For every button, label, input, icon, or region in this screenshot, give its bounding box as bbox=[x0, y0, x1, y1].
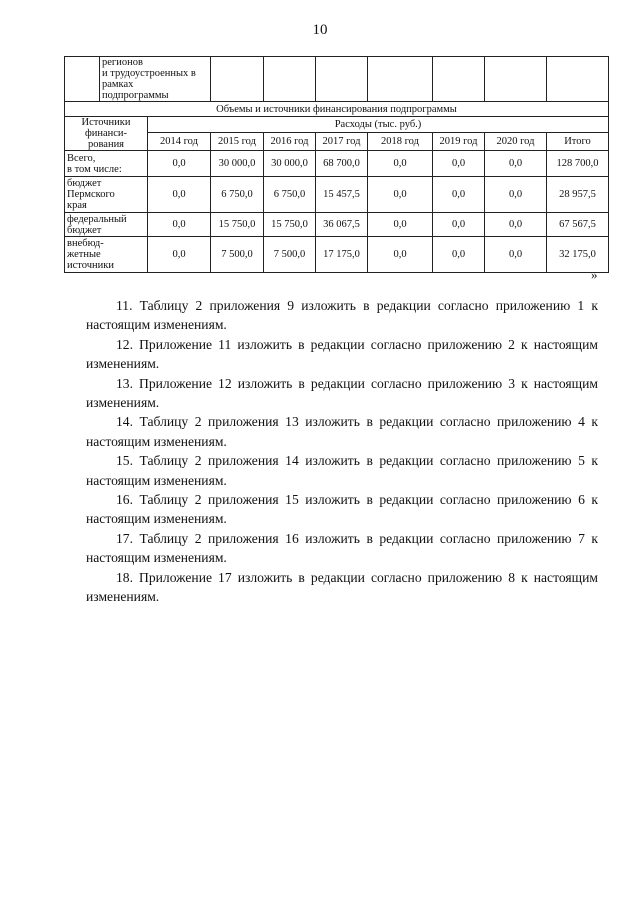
value-cell: 0,0 bbox=[433, 177, 485, 213]
value-cell: 0,0 bbox=[148, 213, 211, 237]
value-cell: 0,0 bbox=[433, 237, 485, 273]
total-cell: 128 700,0 bbox=[547, 151, 609, 177]
value-cell: 6 750,0 bbox=[211, 177, 264, 213]
expenses-header: Расходы (тыс. руб.) bbox=[148, 117, 609, 133]
top-row-cell bbox=[264, 57, 316, 102]
body-text bbox=[86, 296, 598, 607]
year-header: 2015 год bbox=[211, 132, 264, 150]
row-label: Всего, в том числе: bbox=[65, 151, 148, 177]
value-cell: 68 700,0 bbox=[316, 151, 368, 177]
table-row bbox=[65, 151, 609, 177]
section-title-row bbox=[65, 102, 609, 117]
header-row-1 bbox=[65, 117, 609, 133]
value-cell: 0,0 bbox=[368, 237, 433, 273]
top-row-line: подпрограммы bbox=[102, 90, 169, 101]
source-header: Источники финанси- рования bbox=[65, 117, 148, 151]
paragraph: 16. Таблицу 2 приложения 15 изложить в редакции согласно приложению 6 к настоящим изменениям. bbox=[86, 492, 598, 527]
value-cell: 0,0 bbox=[485, 151, 547, 177]
year-header: 2019 год bbox=[433, 132, 485, 150]
paragraph: 12. Приложение 11 изложить в редакции согласно приложению 2 к настоящим изменениям. bbox=[86, 336, 598, 372]
row-label: федеральный бюджет bbox=[65, 213, 148, 237]
top-row-line: регионов bbox=[102, 57, 143, 68]
value-cell: 17 175,0 bbox=[316, 237, 368, 273]
value-cell: 0,0 bbox=[148, 177, 211, 213]
value-cell: 0,0 bbox=[485, 177, 547, 213]
total-cell: 28 957,5 bbox=[547, 177, 609, 213]
year-header: 2016 год bbox=[264, 132, 316, 150]
value-cell: 30 000,0 bbox=[264, 151, 316, 177]
value-cell: 0,0 bbox=[148, 237, 211, 273]
table-row bbox=[65, 237, 609, 273]
year-header: 2017 год bbox=[316, 132, 368, 150]
top-row-cell bbox=[211, 57, 264, 102]
value-cell: 36 067,5 bbox=[316, 213, 368, 237]
paragraph: 13. Приложение 12 изложить в редакции согласно приложению 3 к настоящим изменениям. bbox=[86, 375, 598, 411]
table-row bbox=[65, 177, 609, 213]
paragraph: 14. Таблицу 2 приложения 13 изложить в редакции согласно приложению 4 к настоящим изменениям. bbox=[86, 414, 598, 449]
top-row-cell bbox=[485, 57, 547, 102]
table-row bbox=[65, 213, 609, 237]
value-cell: 30 000,0 bbox=[211, 151, 264, 177]
paragraph: 17. Таблицу 2 приложения 16 изложить в редакции согласно приложению 7 к настоящим изменениям. bbox=[86, 530, 598, 566]
top-row-cell bbox=[316, 57, 368, 102]
value-cell: 0,0 bbox=[433, 151, 485, 177]
year-header: 2020 год bbox=[485, 132, 547, 150]
top-row-cell bbox=[547, 57, 609, 102]
row-label: внебюд- жетные источники bbox=[65, 237, 148, 273]
value-cell: 15 457,5 bbox=[316, 177, 368, 213]
value-cell: 0,0 bbox=[368, 151, 433, 177]
row-label: бюджет Пермского края bbox=[65, 177, 148, 213]
top-row-blank-cell bbox=[65, 57, 100, 102]
financing-table bbox=[64, 56, 609, 273]
value-cell: 0,0 bbox=[368, 177, 433, 213]
section-title: Объемы и источники финансирования подпрограммы bbox=[65, 102, 609, 117]
value-cell: 7 500,0 bbox=[211, 237, 264, 273]
paragraph: 18. Приложение 17 изложить в редакции согласно приложению 8 к настоящим изменениям. bbox=[86, 569, 598, 605]
value-cell: 7 500,0 bbox=[264, 237, 316, 273]
total-header: Итого bbox=[547, 132, 609, 150]
top-row-line: и трудоустроенных в рамках bbox=[102, 68, 196, 90]
value-cell: 0,0 bbox=[368, 213, 433, 237]
value-cell: 0,0 bbox=[485, 237, 547, 273]
top-row-cell bbox=[368, 57, 433, 102]
value-cell: 0,0 bbox=[485, 213, 547, 237]
paragraph: 11. Таблицу 2 приложения 9 изложить в редакции согласно приложению 1 к настоящим изменениям. bbox=[86, 298, 598, 333]
year-header: 2014 год bbox=[148, 132, 211, 150]
value-cell: 15 750,0 bbox=[211, 213, 264, 237]
total-cell: 32 175,0 bbox=[547, 237, 609, 273]
year-header: 2018 год bbox=[368, 132, 433, 150]
closing-quote: » bbox=[591, 267, 598, 282]
top-row-cell bbox=[433, 57, 485, 102]
value-cell: 15 750,0 bbox=[264, 213, 316, 237]
page-number: 10 bbox=[312, 22, 328, 38]
value-cell: 6 750,0 bbox=[264, 177, 316, 213]
paragraph: 15. Таблицу 2 приложения 14 изложить в редакции согласно приложению 5 к настоящим изменениям. bbox=[86, 453, 598, 488]
total-cell: 67 567,5 bbox=[547, 213, 609, 237]
value-cell: 0,0 bbox=[433, 213, 485, 237]
value-cell: 0,0 bbox=[148, 151, 211, 177]
top-row bbox=[65, 57, 609, 102]
top-row-label bbox=[100, 57, 211, 102]
